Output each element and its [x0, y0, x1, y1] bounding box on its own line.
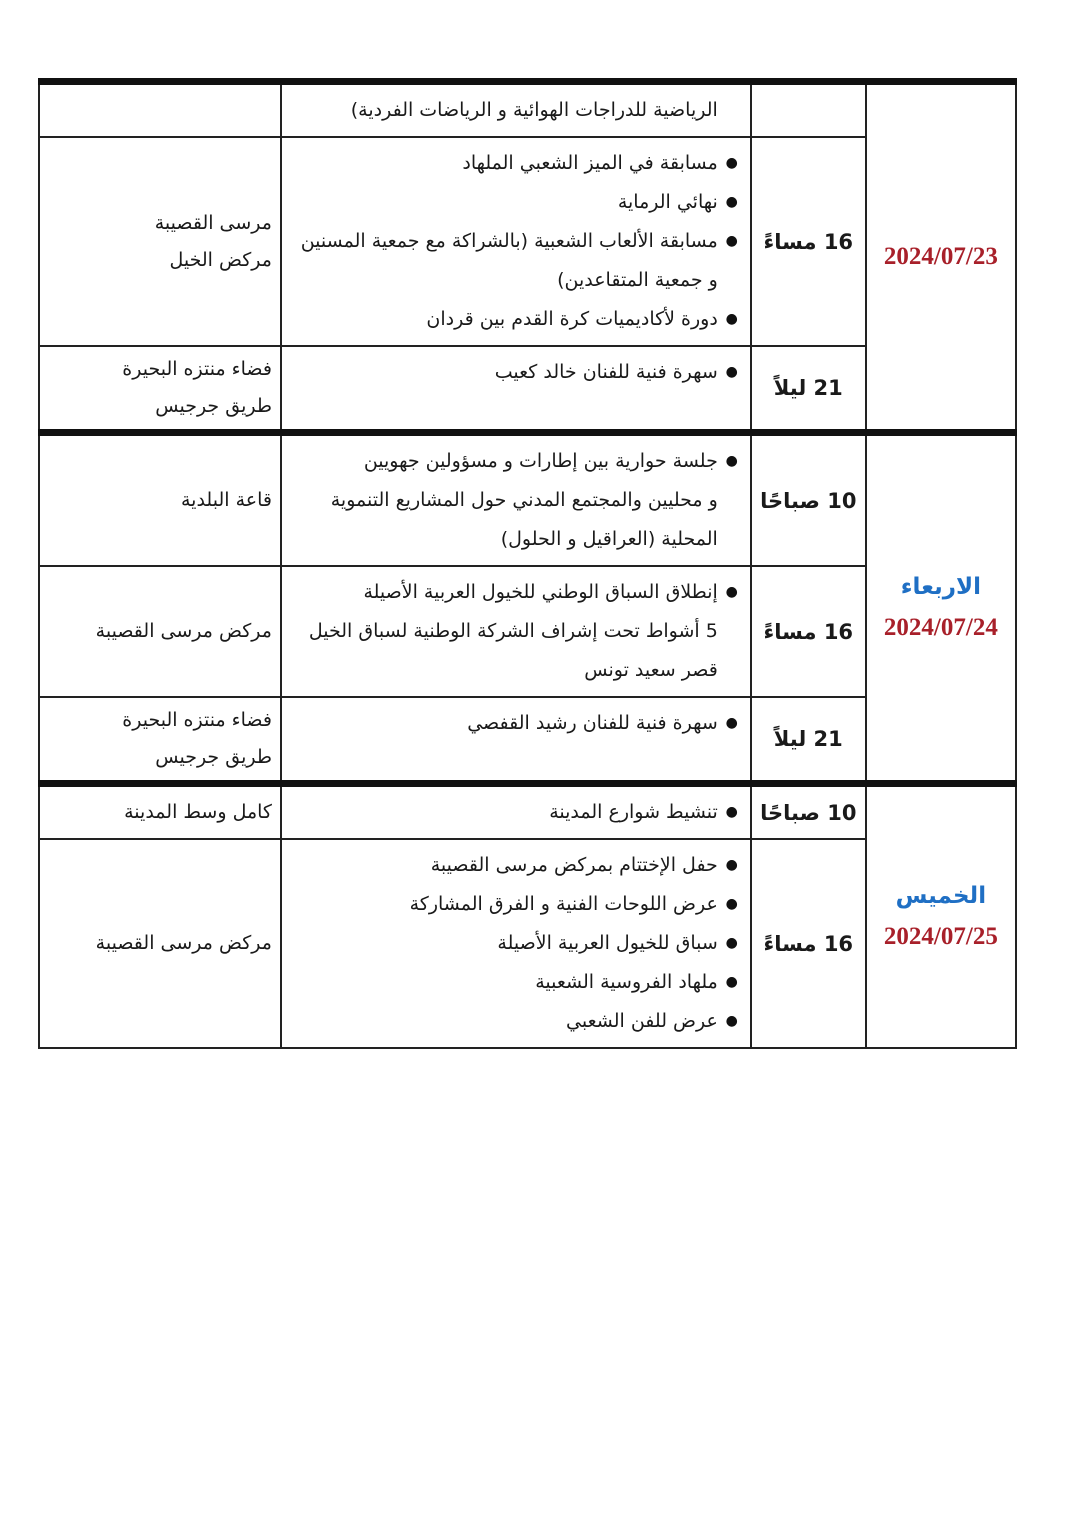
activity-item: ● سهرة فنية للفنان رشيد القفصي — [296, 704, 738, 743]
bullet-icon: ● — [725, 804, 738, 820]
location-cell — [39, 433, 281, 567]
bullet-icon: ● — [725, 1013, 738, 1029]
location-line: طريق جرجيس — [155, 746, 272, 768]
date-label: 2024/07/25 — [883, 923, 998, 950]
date-cell — [866, 82, 1016, 433]
day-name: الخميس — [895, 883, 987, 909]
location-cell — [39, 346, 281, 433]
activity-item: ● جلسة حوارية بين إطارات و مسؤولين جهويين — [296, 442, 738, 481]
location-line: مركض الخيل — [169, 248, 272, 271]
location-line: فضاء منتزه البحيرة — [122, 358, 272, 380]
activity-item: ● تنشيط شوارع المدينة — [296, 793, 738, 832]
bullet-icon: ● — [725, 584, 738, 600]
bullet-icon: ● — [725, 453, 738, 469]
activity-item: المحلية (العراقيل و الحلول) — [500, 528, 718, 550]
time-cell — [751, 82, 866, 138]
activity-item: ● ملهاد الفروسية الشعبية — [296, 963, 738, 1002]
bullet-icon: ● — [725, 935, 738, 951]
activity-continuation: الرياضية للدراجات الهوائية و الرياضات الفردية) — [350, 99, 718, 121]
activity-item: قصر سعيد تونس — [584, 659, 718, 681]
date-cell — [866, 433, 1016, 784]
bullet-icon: ● — [725, 364, 738, 380]
activity-cell — [281, 839, 751, 1048]
day-name: الاربعاء — [900, 574, 981, 600]
location-cell — [39, 137, 281, 346]
location-line: مركض مرسى القصيبة — [95, 932, 272, 954]
bullet-icon: ● — [725, 715, 738, 731]
bullet-icon: ● — [725, 194, 738, 210]
location-line: قاعة البلدية — [180, 489, 272, 511]
activity-cell — [281, 784, 751, 840]
activity-cell — [281, 137, 751, 346]
date-label: 2024/07/24 — [883, 614, 998, 641]
time-cell: 10 صباحًا — [751, 784, 866, 840]
bullet-icon: ● — [725, 311, 738, 327]
date-cell — [866, 784, 1016, 1049]
activity-cell — [281, 82, 751, 138]
activity-item: ● نهائي الرماية — [296, 183, 738, 222]
activity-cell — [281, 566, 751, 697]
location-cell — [39, 784, 281, 840]
time-cell: 10 صباحًا — [751, 433, 866, 567]
time-cell: 21 ليلاً — [751, 697, 866, 784]
activity-item: ● مسابقة الألعاب الشعبية (بالشراكة مع جمعية المسنين — [296, 222, 738, 261]
location-cell — [39, 697, 281, 784]
activity-item: ● عرض اللوحات الفنية و الفرق المشاركة — [296, 885, 738, 924]
time-cell: 16 مساءً — [751, 566, 866, 697]
schedule-row — [39, 784, 1016, 840]
schedule-row — [39, 82, 1016, 138]
activity-item: و جمعية المتقاعدين) — [557, 269, 718, 291]
schedule-row — [39, 433, 1016, 567]
bullet-icon: ● — [725, 155, 738, 171]
activity-item: ● عرض للفن الشعبي — [296, 1002, 738, 1041]
location-line: كامل وسط المدينة — [124, 801, 272, 823]
activity-item: ● مسابقة في الميز الشعبي الملهاد — [296, 144, 738, 183]
time-cell: 16 مساءً — [751, 137, 866, 346]
location-line: مركض مرسى القصيبة — [95, 620, 272, 642]
schedule-table — [38, 78, 1017, 1049]
time-cell: 21 ليلاً — [751, 346, 866, 433]
date-label: 2024/07/23 — [883, 243, 998, 270]
location-line: طريق جرجيس — [155, 395, 272, 417]
location-line: فضاء منتزه البحيرة — [122, 709, 272, 731]
location-cell — [39, 839, 281, 1048]
activity-item: ● دورة لأكاديميات كرة القدم بين قردان — [296, 300, 738, 339]
activity-item: ● سباق للخيول العربية الأصيلة — [296, 924, 738, 963]
bullet-icon: ● — [725, 857, 738, 873]
location-line: مرسى القصيبة — [154, 211, 272, 234]
activity-cell — [281, 433, 751, 567]
activity-item: و محليين والمجتمع المدني حول المشاريع التنموية — [330, 489, 718, 511]
bullet-icon: ● — [725, 974, 738, 990]
activity-cell — [281, 697, 751, 784]
bullet-icon: ● — [725, 896, 738, 912]
activity-item: 5 أشواط تحت إشراف الشركة الوطنية لسباق الخيل — [308, 620, 718, 642]
activity-item: ● حفل الإختتام بمركض مرسى القصيبة — [296, 846, 738, 885]
location-cell — [39, 82, 281, 138]
activity-cell — [281, 346, 751, 433]
activity-item: ● إنطلاق السباق الوطني للخيول العربية الأصيلة — [296, 573, 738, 612]
time-cell: 16 مساءً — [751, 839, 866, 1048]
location-cell — [39, 566, 281, 697]
activity-item: ● سهرة فنية للفنان خالد كعيب — [296, 353, 738, 392]
bullet-icon: ● — [725, 233, 738, 249]
